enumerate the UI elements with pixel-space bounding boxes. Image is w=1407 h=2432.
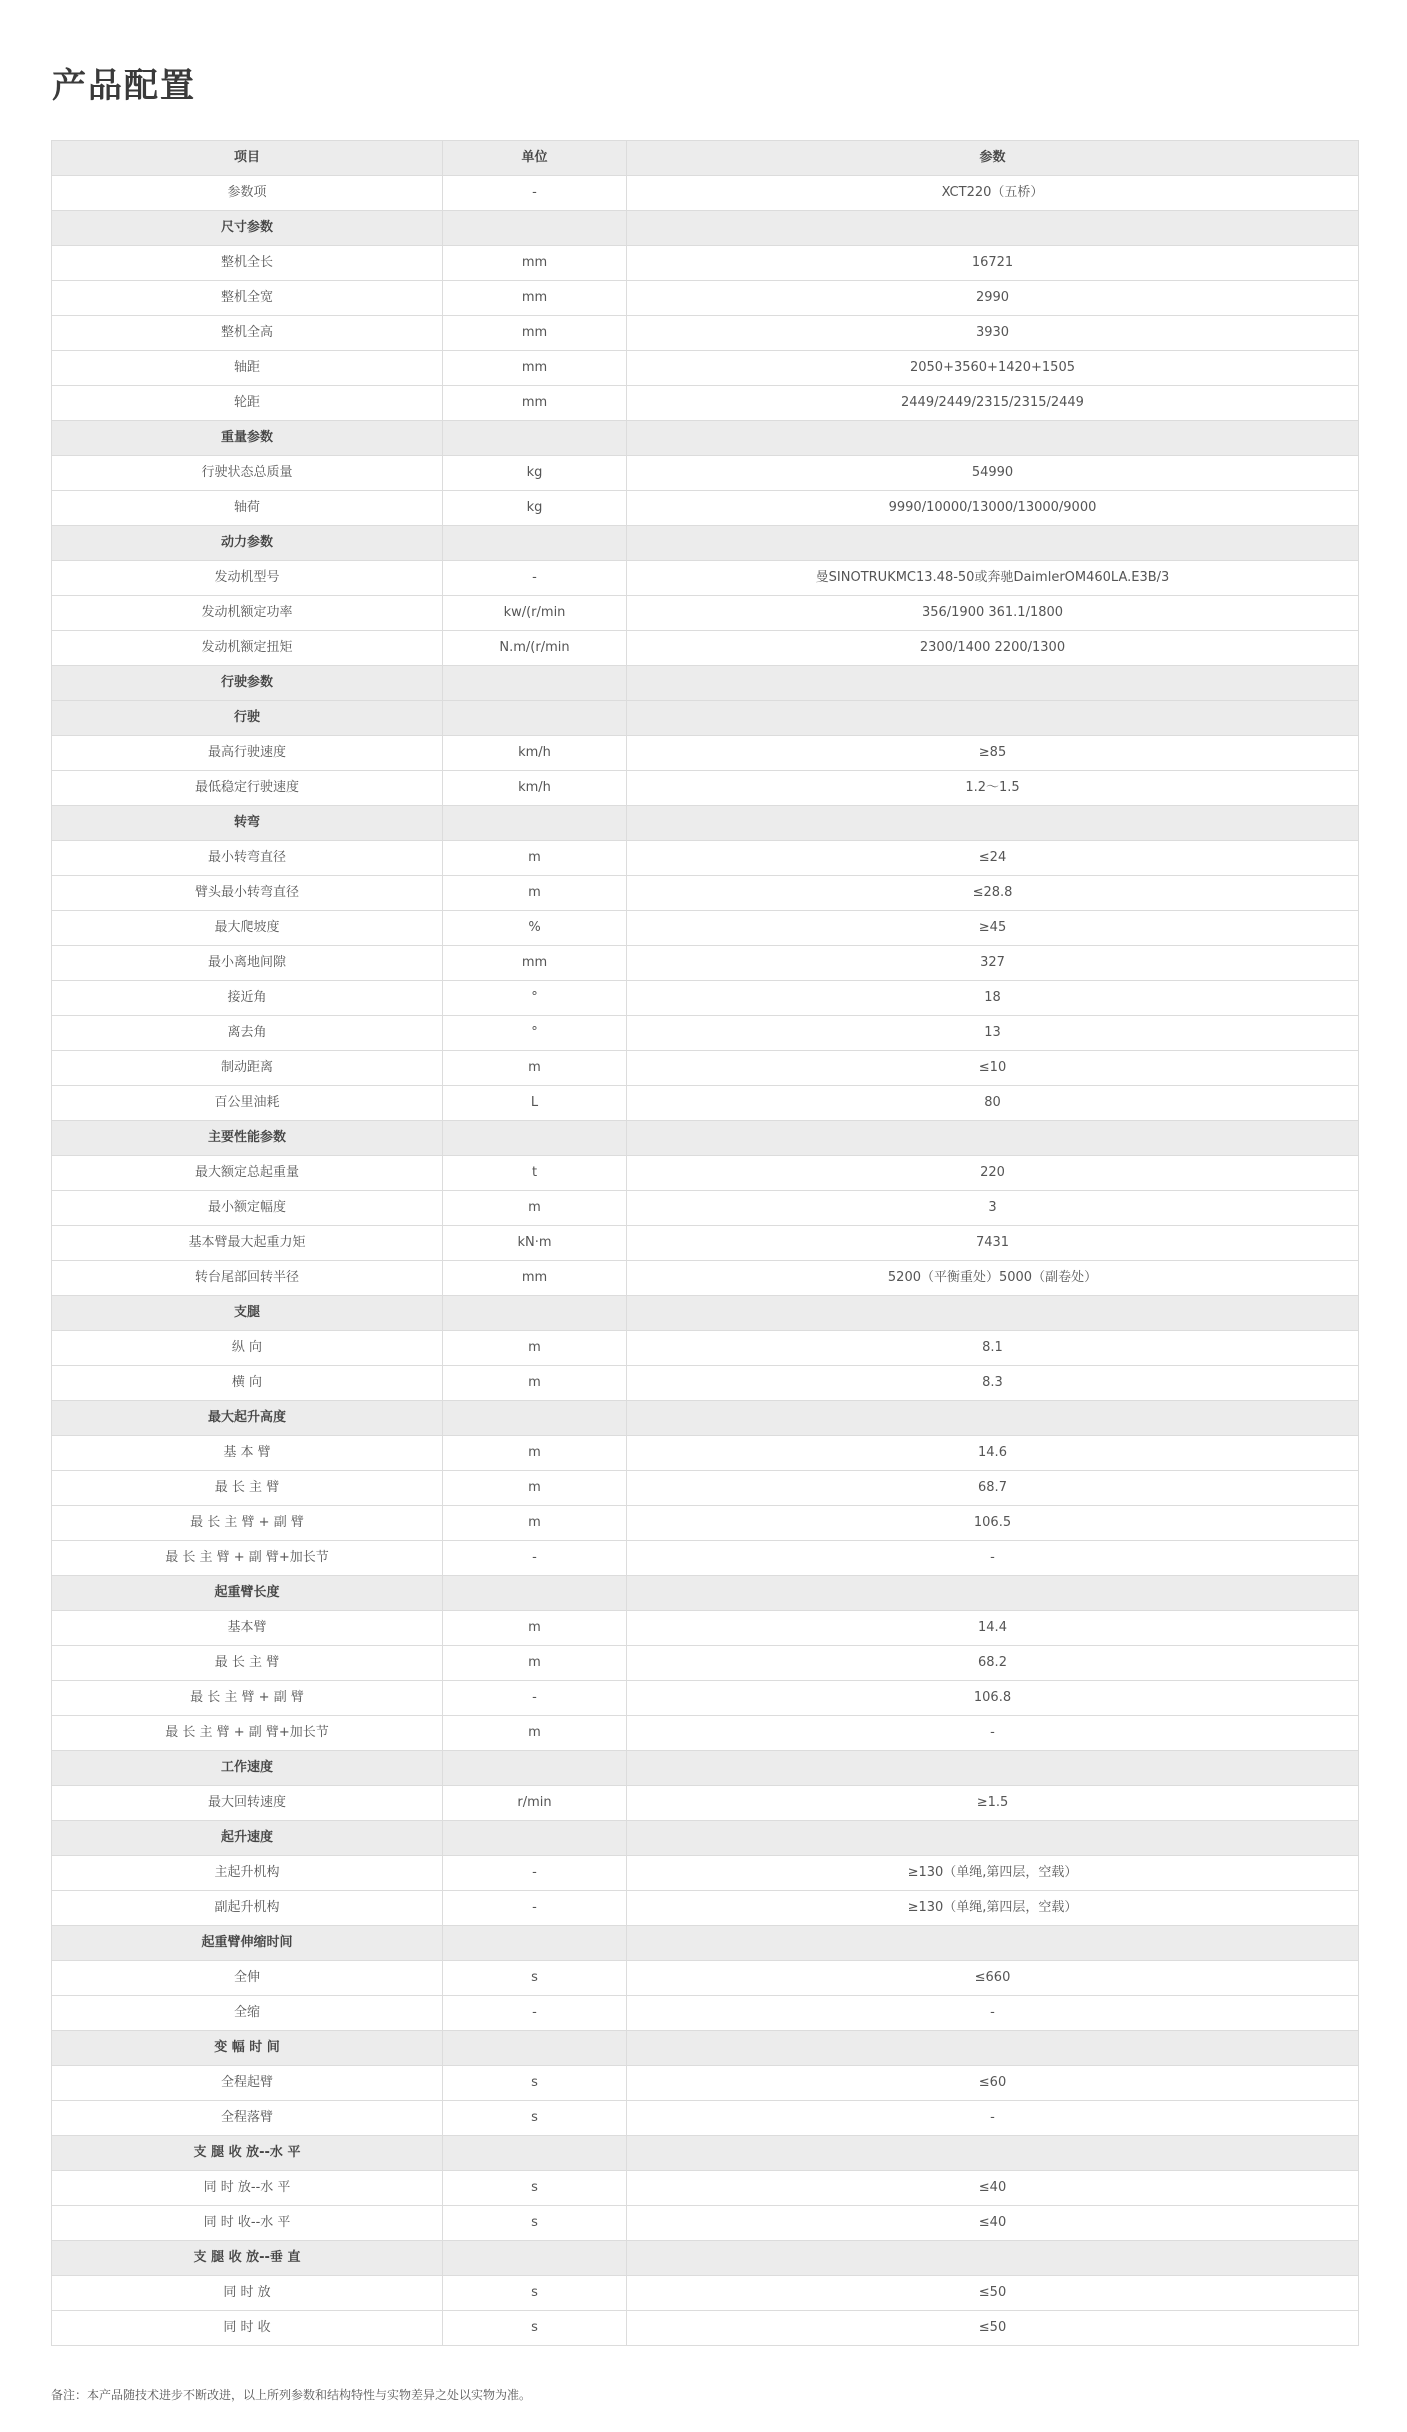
item-cell: 基 本 臂 <box>52 1436 443 1471</box>
item-cell: 轴距 <box>52 351 443 386</box>
item-cell: 最大爬坡度 <box>52 911 443 946</box>
item-cell: 最 长 主 臂 + 副 臂 <box>52 1506 443 1541</box>
section-label: 最大起升高度 <box>52 1401 443 1436</box>
unit-cell: - <box>443 1856 627 1891</box>
unit-cell: kg <box>443 456 627 491</box>
unit-cell <box>443 2136 627 2171</box>
item-cell: 基本臂最大起重力矩 <box>52 1226 443 1261</box>
unit-cell: mm <box>443 281 627 316</box>
unit-cell: m <box>443 1611 627 1646</box>
value-cell: 5200（平衡重处）5000（副卷处） <box>627 1261 1359 1296</box>
item-cell: 横 向 <box>52 1366 443 1401</box>
page-title: 产品配置 <box>52 66 196 106</box>
unit-cell: s <box>443 2311 627 2346</box>
item-cell: 最高行驶速度 <box>52 736 443 771</box>
unit-cell <box>443 526 627 561</box>
section-row <box>52 1121 1359 1156</box>
value-cell: ≤50 <box>627 2276 1359 2311</box>
value-cell: 3930 <box>627 316 1359 351</box>
table-row <box>52 1891 1359 1926</box>
item-cell: 发动机型号 <box>52 561 443 596</box>
item-cell: 臂头最小转弯直径 <box>52 876 443 911</box>
section-label: 重量参数 <box>52 421 443 456</box>
table-row <box>52 981 1359 1016</box>
unit-cell <box>443 1926 627 1961</box>
value-cell: 8.1 <box>627 1331 1359 1366</box>
unit-cell: m <box>443 841 627 876</box>
unit-cell: m <box>443 1436 627 1471</box>
unit-cell <box>443 1751 627 1786</box>
unit-cell: m <box>443 1716 627 1751</box>
value-cell: - <box>627 2101 1359 2136</box>
unit-cell <box>443 1121 627 1156</box>
value-cell: ≤10 <box>627 1051 1359 1086</box>
unit-cell: km/h <box>443 771 627 806</box>
table-row <box>52 1016 1359 1051</box>
section-label: 支腿 <box>52 1296 443 1331</box>
value-cell <box>627 1926 1359 1961</box>
table-row <box>52 596 1359 631</box>
value-cell <box>627 2241 1359 2276</box>
unit-cell: % <box>443 911 627 946</box>
footnote: 备注：本产品随技术进步不断改进，以上所列参数和结构特性与实物差异之处以实物为准。 <box>51 2388 532 2402</box>
item-cell: 轴荷 <box>52 491 443 526</box>
section-label: 尺寸参数 <box>52 211 443 246</box>
table-row <box>52 2206 1359 2241</box>
item-cell: 最大回转速度 <box>52 1786 443 1821</box>
unit-cell: m <box>443 1051 627 1086</box>
section-label: 主要性能参数 <box>52 1121 443 1156</box>
item-cell: 最 长 主 臂 + 副 臂 <box>52 1681 443 1716</box>
item-cell: 离去角 <box>52 1016 443 1051</box>
item-cell: 最小额定幅度 <box>52 1191 443 1226</box>
unit-cell <box>443 2241 627 2276</box>
table-row <box>52 561 1359 596</box>
value-cell: ≤60 <box>627 2066 1359 2101</box>
unit-cell: m <box>443 1366 627 1401</box>
item-cell: 主起升机构 <box>52 1856 443 1891</box>
table-row <box>52 1051 1359 1086</box>
item-cell: 全程起臂 <box>52 2066 443 2101</box>
section-row <box>52 1821 1359 1856</box>
value-cell <box>627 1576 1359 1611</box>
item-cell: 同 时 放--水 平 <box>52 2171 443 2206</box>
value-cell <box>627 2136 1359 2171</box>
spec-table <box>51 140 1359 2346</box>
item-cell: 全缩 <box>52 1996 443 2031</box>
item-cell: 整机全长 <box>52 246 443 281</box>
item-cell: 同 时 放 <box>52 2276 443 2311</box>
unit-cell: s <box>443 2206 627 2241</box>
value-cell: ≤24 <box>627 841 1359 876</box>
value-cell: 14.6 <box>627 1436 1359 1471</box>
section-row <box>52 1751 1359 1786</box>
value-cell: XCT220（五桥） <box>627 176 1359 211</box>
value-cell: 8.3 <box>627 1366 1359 1401</box>
unit-cell <box>443 2031 627 2066</box>
value-cell: 106.5 <box>627 1506 1359 1541</box>
value-cell <box>627 1751 1359 1786</box>
section-label: 动力参数 <box>52 526 443 561</box>
table-row <box>52 316 1359 351</box>
section-label: 行驶 <box>52 701 443 736</box>
unit-cell <box>443 1821 627 1856</box>
item-cell: 发动机额定功率 <box>52 596 443 631</box>
item-cell: 最 长 主 臂 <box>52 1646 443 1681</box>
section-label: 行驶参数 <box>52 666 443 701</box>
item-cell: 全程落臂 <box>52 2101 443 2136</box>
unit-cell: m <box>443 1506 627 1541</box>
unit-cell: N.m/(r/min <box>443 631 627 666</box>
value-cell: - <box>627 1541 1359 1576</box>
unit-cell: - <box>443 176 627 211</box>
section-label: 起升速度 <box>52 1821 443 1856</box>
table-row <box>52 2101 1359 2136</box>
table-row <box>52 876 1359 911</box>
unit-cell: m <box>443 1471 627 1506</box>
table-row <box>52 246 1359 281</box>
table-row <box>52 1681 1359 1716</box>
table-row <box>52 1856 1359 1891</box>
item-cell: 发动机额定扭矩 <box>52 631 443 666</box>
value-cell <box>627 666 1359 701</box>
table-row <box>52 2311 1359 2346</box>
item-cell: 最 长 主 臂 + 副 臂+加长节 <box>52 1541 443 1576</box>
value-cell: 68.7 <box>627 1471 1359 1506</box>
unit-cell: - <box>443 561 627 596</box>
section-row <box>52 1401 1359 1436</box>
section-row <box>52 806 1359 841</box>
table-row <box>52 2276 1359 2311</box>
value-cell: 7431 <box>627 1226 1359 1261</box>
item-cell: 百公里油耗 <box>52 1086 443 1121</box>
table-row <box>52 2066 1359 2101</box>
unit-cell <box>443 701 627 736</box>
value-cell: 13 <box>627 1016 1359 1051</box>
table-row <box>52 351 1359 386</box>
item-cell: 接近角 <box>52 981 443 1016</box>
table-row <box>52 1996 1359 2031</box>
value-cell: ≤40 <box>627 2171 1359 2206</box>
table-row <box>52 771 1359 806</box>
unit-cell: s <box>443 1961 627 1996</box>
value-cell: 3 <box>627 1191 1359 1226</box>
unit-cell: s <box>443 2276 627 2311</box>
item-cell: 轮距 <box>52 386 443 421</box>
table-row <box>52 456 1359 491</box>
header-item: 项目 <box>52 141 443 176</box>
unit-cell: - <box>443 1891 627 1926</box>
table-row <box>52 1471 1359 1506</box>
unit-cell: L <box>443 1086 627 1121</box>
table-row <box>52 736 1359 771</box>
section-row <box>52 2136 1359 2171</box>
value-cell: ≤28.8 <box>627 876 1359 911</box>
item-cell: 转台尾部回转半径 <box>52 1261 443 1296</box>
section-row <box>52 666 1359 701</box>
item-cell: 纵 向 <box>52 1331 443 1366</box>
unit-cell: - <box>443 1681 627 1716</box>
value-cell: - <box>627 1716 1359 1751</box>
section-row <box>52 2241 1359 2276</box>
value-cell: 106.8 <box>627 1681 1359 1716</box>
value-cell: 9990/10000/13000/13000/9000 <box>627 491 1359 526</box>
section-label: 起重臂长度 <box>52 1576 443 1611</box>
section-row <box>52 1296 1359 1331</box>
item-cell: 最低稳定行驶速度 <box>52 771 443 806</box>
value-cell <box>627 421 1359 456</box>
value-cell: 2449/2449/2315/2315/2449 <box>627 386 1359 421</box>
value-cell: 14.4 <box>627 1611 1359 1646</box>
item-cell: 副起升机构 <box>52 1891 443 1926</box>
item-cell: 行驶状态总质量 <box>52 456 443 491</box>
unit-cell: m <box>443 876 627 911</box>
unit-cell: s <box>443 2066 627 2101</box>
value-cell <box>627 1821 1359 1856</box>
table-row <box>52 1786 1359 1821</box>
table-row <box>52 1436 1359 1471</box>
unit-cell: kw/(r/min <box>443 596 627 631</box>
value-cell: ≥130（单绳,第四层，空载） <box>627 1891 1359 1926</box>
unit-cell: - <box>443 1541 627 1576</box>
value-cell: ≥85 <box>627 736 1359 771</box>
header-unit: 单位 <box>443 141 627 176</box>
table-row <box>52 386 1359 421</box>
section-row <box>52 1926 1359 1961</box>
table-row <box>52 1506 1359 1541</box>
value-cell: 220 <box>627 1156 1359 1191</box>
value-cell: 2300/1400 2200/1300 <box>627 631 1359 666</box>
value-cell: ≥1.5 <box>627 1786 1359 1821</box>
section-label: 起重臂伸缩时间 <box>52 1926 443 1961</box>
value-cell: ≤660 <box>627 1961 1359 1996</box>
value-cell: ≥130（单绳,第四层，空载） <box>627 1856 1359 1891</box>
table-row <box>52 1191 1359 1226</box>
table-row <box>52 1611 1359 1646</box>
unit-cell: mm <box>443 246 627 281</box>
table-row <box>52 1716 1359 1751</box>
item-cell: 全伸 <box>52 1961 443 1996</box>
table-row <box>52 631 1359 666</box>
section-row <box>52 526 1359 561</box>
table-row <box>52 281 1359 316</box>
item-cell: 最 长 主 臂 + 副 臂+加长节 <box>52 1716 443 1751</box>
section-row <box>52 1576 1359 1611</box>
item-cell: 最小离地间隙 <box>52 946 443 981</box>
item-cell: 参数项 <box>52 176 443 211</box>
unit-cell: kg <box>443 491 627 526</box>
value-cell: 2050+3560+1420+1505 <box>627 351 1359 386</box>
section-row <box>52 701 1359 736</box>
unit-cell: ° <box>443 1016 627 1051</box>
item-cell: 基本臂 <box>52 1611 443 1646</box>
unit-cell: mm <box>443 351 627 386</box>
value-cell <box>627 806 1359 841</box>
value-cell: ≤40 <box>627 2206 1359 2241</box>
value-cell: 80 <box>627 1086 1359 1121</box>
unit-cell: m <box>443 1646 627 1681</box>
value-cell <box>627 1401 1359 1436</box>
unit-cell: mm <box>443 316 627 351</box>
unit-cell: m <box>443 1331 627 1366</box>
unit-cell: t <box>443 1156 627 1191</box>
unit-cell <box>443 1576 627 1611</box>
value-cell <box>627 701 1359 736</box>
table-row <box>52 1156 1359 1191</box>
table-row <box>52 1086 1359 1121</box>
table-row <box>52 946 1359 981</box>
unit-cell: - <box>443 1996 627 2031</box>
value-cell <box>627 2031 1359 2066</box>
value-cell: 16721 <box>627 246 1359 281</box>
section-label: 支 腿 收 放--垂 直 <box>52 2241 443 2276</box>
item-cell: 最 长 主 臂 <box>52 1471 443 1506</box>
unit-cell: m <box>443 1191 627 1226</box>
unit-cell <box>443 666 627 701</box>
table-row <box>52 2171 1359 2206</box>
table-row <box>52 1331 1359 1366</box>
unit-cell: km/h <box>443 736 627 771</box>
unit-cell <box>443 421 627 456</box>
value-cell: 1.2～1.5 <box>627 771 1359 806</box>
unit-cell: r/min <box>443 1786 627 1821</box>
unit-cell <box>443 1401 627 1436</box>
table-row <box>52 911 1359 946</box>
unit-cell: mm <box>443 386 627 421</box>
value-cell: 曼SINOTRUKMC13.48-50或奔驰DaimlerOM460LA.E3B/3 <box>627 561 1359 596</box>
value-cell: 2990 <box>627 281 1359 316</box>
value-cell <box>627 1296 1359 1331</box>
unit-cell: s <box>443 2101 627 2136</box>
unit-cell: kN·m <box>443 1226 627 1261</box>
value-cell: ≤50 <box>627 2311 1359 2346</box>
item-cell: 最小转弯直径 <box>52 841 443 876</box>
value-cell <box>627 211 1359 246</box>
value-cell: 68.2 <box>627 1646 1359 1681</box>
unit-cell: ° <box>443 981 627 1016</box>
table-row <box>52 176 1359 211</box>
unit-cell <box>443 806 627 841</box>
value-cell <box>627 1121 1359 1156</box>
value-cell: ≥45 <box>627 911 1359 946</box>
section-row <box>52 211 1359 246</box>
unit-cell <box>443 1296 627 1331</box>
item-cell: 整机全宽 <box>52 281 443 316</box>
item-cell: 同 时 收--水 平 <box>52 2206 443 2241</box>
value-cell <box>627 526 1359 561</box>
table-row <box>52 1366 1359 1401</box>
table-row <box>52 491 1359 526</box>
table-row <box>52 1261 1359 1296</box>
value-cell: 18 <box>627 981 1359 1016</box>
section-row <box>52 2031 1359 2066</box>
table-row <box>52 841 1359 876</box>
value-cell: 54990 <box>627 456 1359 491</box>
unit-cell: mm <box>443 946 627 981</box>
value-cell: 327 <box>627 946 1359 981</box>
table-row <box>52 1541 1359 1576</box>
value-cell: 356/1900 361.1/1800 <box>627 596 1359 631</box>
item-cell: 最大额定总起重量 <box>52 1156 443 1191</box>
section-label: 转弯 <box>52 806 443 841</box>
table-row <box>52 1961 1359 1996</box>
table-header-row <box>52 141 1359 176</box>
table-row <box>52 1226 1359 1261</box>
section-label: 工作速度 <box>52 1751 443 1786</box>
spec-table-body <box>52 176 1359 2346</box>
item-cell: 整机全高 <box>52 316 443 351</box>
section-label: 变 幅 时 间 <box>52 2031 443 2066</box>
section-row <box>52 421 1359 456</box>
item-cell: 制动距离 <box>52 1051 443 1086</box>
value-cell: - <box>627 1996 1359 2031</box>
section-label: 支 腿 收 放--水 平 <box>52 2136 443 2171</box>
unit-cell: mm <box>443 1261 627 1296</box>
table-row <box>52 1646 1359 1681</box>
unit-cell: s <box>443 2171 627 2206</box>
header-param: 参数 <box>627 141 1359 176</box>
unit-cell <box>443 211 627 246</box>
item-cell: 同 时 收 <box>52 2311 443 2346</box>
